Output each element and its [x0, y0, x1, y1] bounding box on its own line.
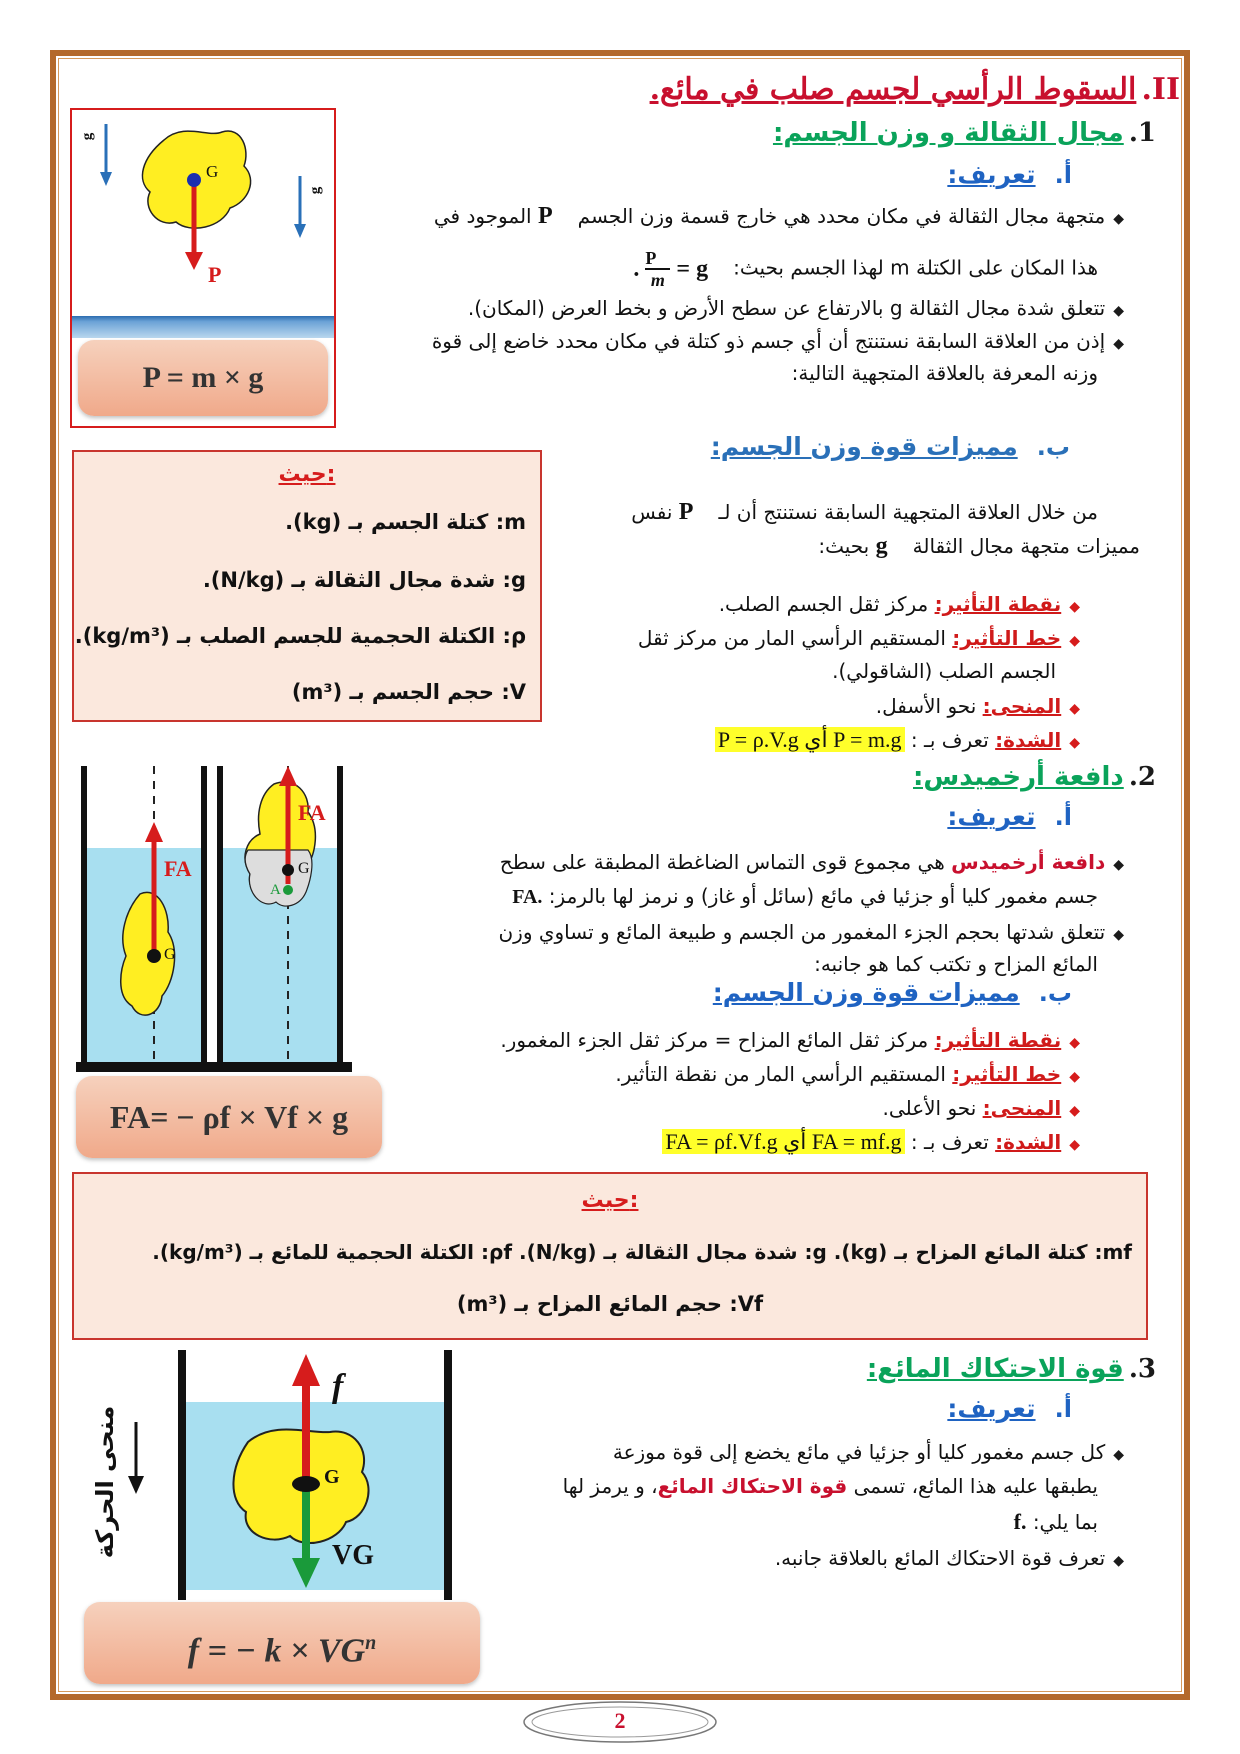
part2-heading-title: دافعة أرخميدس: [913, 762, 1124, 792]
part3-heading-number: 3. [1128, 1354, 1156, 1384]
fa-arrow-right-icon [279, 766, 297, 786]
part2-bullet1-line2: جسم مغمور كليا أو جزئيا في مائع (سائل أو غاز) و نرمز لها بالرمز: FA. [512, 884, 1098, 908]
g-label-right: g [307, 186, 324, 195]
part3-sub-a-number: أ. [1054, 1395, 1072, 1423]
part1-bullet3-line1: ◆إذن من العلاقة السابقة نستنتج أن أي جسم ذو كتلة في مكان محدد خاضع إلى قوة [431, 329, 1124, 353]
friction-formula: f = − $k \times VG^n$ [84, 1602, 480, 1684]
part3-heading [867, 1354, 1156, 1384]
f-symbol: f. [1013, 1509, 1027, 1534]
part3-bullet2: ◆تعرف قوة الاحتكاك المائع بالعلاقة جانبه. [774, 1546, 1124, 1570]
part2-sub-a-number: أ. [1054, 803, 1072, 831]
bullet-icon: ◆ [1069, 1103, 1080, 1119]
part2-bullet2-line2: المائع المزاح و تكتب كما هو جانبه: [814, 952, 1098, 976]
bullet-icon: ◆ [1113, 303, 1124, 319]
bullet-icon: ◆ [1069, 633, 1080, 649]
weight-figure [70, 108, 336, 428]
fa-label-left: FA [164, 856, 192, 881]
bullet-icon: ◆ [1113, 1553, 1124, 1569]
part3-sub-a-title: تعريف: [947, 1394, 1036, 1423]
part2-heading-number: 2. [1128, 762, 1156, 792]
part2-sub-b-title: مميزات قوة وزن الجسم: [712, 978, 1020, 1007]
p-label: P [208, 262, 222, 287]
part1-sub-b-number: ب. [1036, 433, 1070, 461]
part2-feature4: ◆الشدة: تعرف بـ : FA = ρf.Vf.g أي FA = mf.g [662, 1126, 1080, 1161]
part2-heading [913, 762, 1156, 792]
where2-row1: mf: كتلة المائع المزاح بـ (kg). g: شدة مجال الثقالة بـ (N/kg). ρf: الكتلة الحجمية للمائع بـ (kg/m³). [152, 1240, 1132, 1264]
part1-bullet1-line2: هذا المكان على الكتلة m لهذا الجسم بحيث: g⃗ = $\frac{P⃗}{m}$ . [633, 248, 1098, 290]
part3-bullet1-line2: يطبقها عليه هذا المائع، تسمى قوة الاحتكاك المائع، و يرمز لها [562, 1474, 1098, 1498]
part1-intro-line1: من خلال العلاقة المتجهية السابقة نستنتج أن لـ P⃗ نفس [631, 499, 1098, 525]
bullet-icon: ◆ [1113, 336, 1124, 352]
where-row-m: m: كتلة الجسم بـ (kg). [285, 510, 526, 534]
ground-surface [72, 316, 334, 338]
part1-bullet2: ◆تتعلق شدة مجال الثقالة g بالارتفاع عن سطح الأرض و بخط العرض (المكان). [467, 296, 1124, 320]
part1-intro-line2: مميزات متجهة مجال الثقالة g⃗ بحيث: [818, 533, 1140, 559]
where-row-rho: ρ: الكتلة الحجمية للجسم الصلب بـ (kg/m³). [74, 624, 526, 648]
archimedes-figure [70, 760, 390, 1162]
g-label: G [324, 1466, 340, 1488]
section-title: السقوط الرأسي لجسم صلب في مائع. [649, 72, 1137, 107]
part3-sub-a [947, 1394, 1072, 1423]
part2-sub-b [713, 978, 1072, 1007]
weight-intensity-formula: P = ρ.V.g أي P = m.g [715, 727, 905, 752]
section-number: II. [1141, 72, 1180, 107]
part2-sub-b-number: ب. [1038, 979, 1072, 1007]
g-point-label: G [206, 162, 219, 181]
fa-label-right: FA [298, 800, 326, 825]
weight-where-box [72, 450, 542, 722]
g-label-left: g [79, 132, 96, 141]
fa-symbol: FA. [512, 886, 543, 908]
weight-arrow-icon [185, 252, 203, 270]
friction-arrow-icon [292, 1354, 320, 1386]
g-arrow-right-icon [294, 224, 306, 238]
bullet-icon: ◆ [1113, 1447, 1124, 1463]
part1-feature2-cont: الجسم الصلب (الشاقولي). [832, 659, 1056, 683]
a-label: A [270, 882, 281, 898]
part2-sub-a [947, 802, 1072, 831]
bullet-icon: ◆ [1069, 599, 1080, 615]
where-row-v: V: حجم الجسم بـ (m³) [291, 680, 526, 704]
part1-sub-a [947, 160, 1072, 189]
a-point [283, 885, 293, 895]
bullet-icon: ◆ [1113, 857, 1124, 873]
fa-arrow-left-icon [145, 822, 163, 842]
part1-bullet1-line1: ◆متجهة مجال الثقالة في مكان محدد هي خارج قسمة وزن الجسم P⃗ الموجود في [433, 203, 1124, 229]
weight-formula: P = m × g [78, 340, 328, 416]
archimedes-intensity-formula: FA = ρf.Vf.g أي FA = mf.g [662, 1129, 904, 1154]
bullet-icon: ◆ [1069, 1137, 1080, 1153]
part1-sub-b-title: مميزات قوة وزن الجسم: [710, 432, 1018, 461]
container-base [76, 1062, 352, 1072]
part1-feature4: ◆الشدة: تعرف بـ : P = ρ.V.g أي P = m.g [715, 724, 1080, 759]
g-point-right [282, 864, 294, 876]
g-arrow-left-icon [100, 172, 112, 186]
bullet-icon: ◆ [1069, 1035, 1080, 1051]
page-number: 2 [614, 1708, 626, 1733]
part2-bullet2-line1: ◆تتعلق شدتها بحجم الجزء المغمور من الجسم و طبيعة المائع و تساوي وزن [498, 920, 1124, 944]
friction-figure [84, 1350, 484, 1686]
part3-heading-title: قوة الاحتكاك المائع: [866, 1354, 1124, 1384]
part1-feature3: ◆المنحى: نحو الأسفل. [875, 694, 1080, 718]
g-label-right: G [298, 860, 310, 877]
bullet-icon: ◆ [1069, 1069, 1080, 1085]
section-heading [650, 72, 1180, 107]
part1-feature1: ◆نقطة التأثير: مركز ثقل الجسم الصلب. [718, 592, 1080, 616]
g-definition-formula: g⃗ = $\frac{P⃗}{m}$ . [633, 248, 727, 290]
bullet-icon: ◆ [1069, 735, 1080, 751]
part1-sub-a-title: تعريف: [947, 160, 1036, 189]
part1-heading [773, 118, 1156, 148]
part1-sub-a-number: أ. [1054, 161, 1072, 189]
g-point-left [147, 949, 161, 963]
part1-bullet3-line2: وزنه المعرفة بالعلاقة المتجهية التالية: [791, 361, 1098, 385]
center-of-gravity [187, 173, 201, 187]
motion-direction-label: منحى الحركة [91, 1405, 119, 1559]
archimedes-diagram [70, 760, 390, 1080]
part2-sub-a-title: تعريف: [947, 802, 1036, 831]
f-label: f [332, 1368, 344, 1405]
g-label-left: G [164, 946, 176, 963]
bullet-icon: ◆ [1069, 701, 1080, 717]
where-title: حيث: [278, 462, 336, 487]
part2-feature2: ◆خط التأثير: المستقيم الرأسي المار من نقطة التأثير. [615, 1062, 1080, 1086]
part2-feature3: ◆المنحى: نحو الأعلى. [882, 1096, 1080, 1120]
where2-row2: Vf: حجم المائع المزاح بـ (m³) [456, 1292, 764, 1316]
friction-exponent: n [365, 1632, 377, 1654]
part1-heading-number: 1. [1128, 118, 1156, 148]
part1-sub-b [711, 432, 1070, 461]
archimedes-where-box [72, 1172, 1148, 1340]
part1-feature2: ◆خط التأثير: المستقيم الرأسي المار من مركز ثقل [637, 626, 1080, 650]
center-g [292, 1476, 320, 1492]
vg-label: VG [332, 1540, 374, 1571]
part3-bullet1-line1: ◆كل جسم مغمور كليا أو جزئيا في مائع يخضع إلى قوة موزعة [612, 1440, 1124, 1464]
part3-bullet1-line3: بما يلي: f. [1013, 1509, 1098, 1534]
archimedes-formula: FA= − ρf × Vf × g [76, 1076, 382, 1158]
where-row-g: g: شدة مجال الثقالة بـ (N/kg). [202, 568, 526, 592]
part2-feature1: ◆نقطة التأثير: مركز ثقل المائع المزاح = مركز ثقل الجزء المغمور. [500, 1028, 1080, 1052]
where2-title: حيث: [581, 1188, 639, 1213]
friction-diagram [84, 1350, 484, 1600]
bullet-icon: ◆ [1113, 927, 1124, 943]
part1-heading-title: مجال الثقالة و وزن الجسم: [772, 118, 1124, 148]
part2-bullet1-line1: ◆دافعة أرخميدس هي مجموع قوى التماس الضاغطة المطبقة على سطح [499, 850, 1124, 874]
motion-arrow-icon [128, 1476, 144, 1494]
bullet-icon: ◆ [1113, 211, 1124, 227]
